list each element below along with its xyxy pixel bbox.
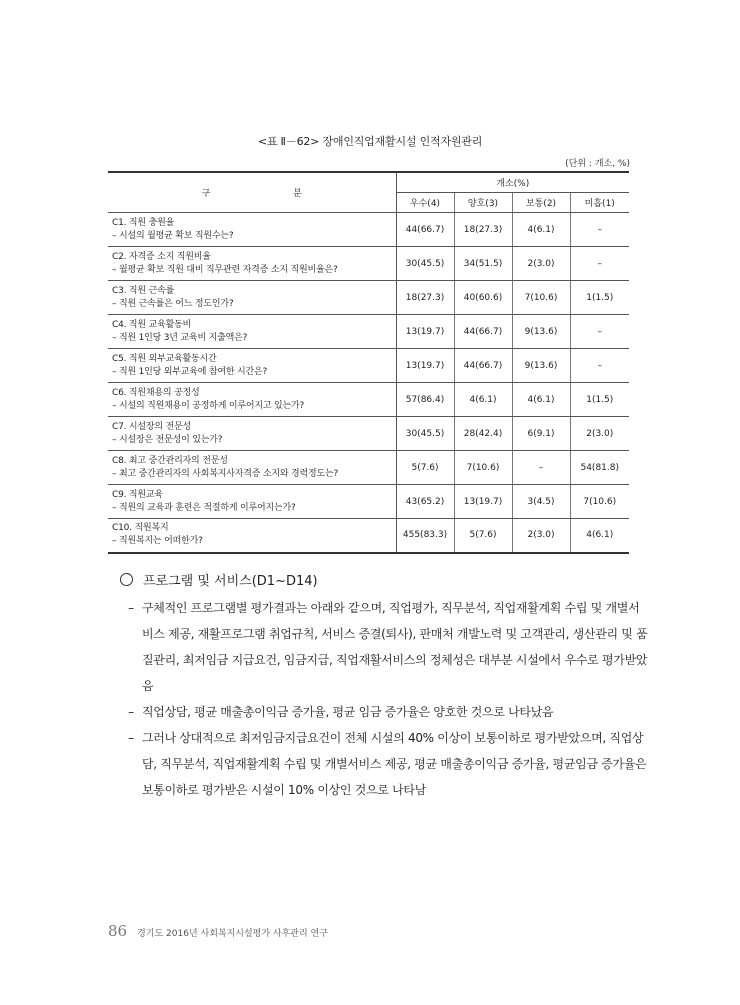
table-caption: <표 Ⅱ－62> 장애인직업재활시설 인적자원관리 bbox=[257, 135, 483, 148]
bullet-text: 그러나 상대적으로 최저임금지급요건이 전체 시설의 40% 이상이 보통이하로 평가받았으며, 직업상담, 직무분석, 직업재활계획 수립 및 개별서비스 제공, 평균 매출총이익금 증가율, 평균임금 증가율은 보통이하로 평가받은 시설이 10% 이상인 것으로 나타남 bbox=[142, 731, 647, 797]
table-cell: 43(65.2) bbox=[396, 485, 454, 519]
table-cell: – bbox=[570, 349, 629, 383]
header-count: 개소(%) bbox=[396, 172, 629, 193]
header-category: 구 분 bbox=[108, 172, 396, 213]
table-row bbox=[108, 451, 629, 485]
circle-bullet-icon bbox=[120, 573, 133, 586]
table-cell: 1(1.5) bbox=[570, 281, 629, 315]
running-title: 경기도 2016년 사회복지시설평가 사후관리 연구 bbox=[137, 929, 328, 939]
table-cell: 7(10.6) bbox=[570, 485, 629, 519]
col-header: 우수(4) bbox=[396, 193, 454, 213]
list-item: – 직업상담, 평균 매출총이익금 증가율, 평균 임금 증가율은 양호한 것으로 나타났음 bbox=[120, 699, 650, 725]
table-cell: 7(10.6) bbox=[454, 451, 512, 485]
table-cell: 9(13.6) bbox=[512, 315, 570, 349]
table-cell: 44(66.7) bbox=[396, 213, 454, 247]
table-cell: 2(3.0) bbox=[570, 417, 629, 451]
col-header: 미흡(1) bbox=[570, 193, 629, 213]
bullet-text: 구체적인 프로그램별 평가결과는 아래와 같으며, 직업평가, 직무분석, 직업재활계획 수립 및 개별서비스 제공, 재활프로그램 취업규칙, 서비스 증결(퇴사), 판매처 개발노력 및 고객관리, 생산관리 및 품질관리, 최저임금 지급요건, 임금지급, 직업재활서비스의 정체성은 대부분 시설에서 우수로 평가받았음 bbox=[142, 601, 648, 693]
item-question: – 월평균 확보 직원 대비 직무관련 자격증 소지 직원비율은? bbox=[112, 264, 338, 275]
table-row bbox=[108, 519, 629, 553]
item-title: C4. 직원 교육활동비 bbox=[112, 319, 192, 330]
table-cell: 2(3.0) bbox=[512, 519, 570, 553]
table-cell: 1(1.5) bbox=[570, 383, 629, 417]
table-cell: 2(3.0) bbox=[512, 247, 570, 281]
item-question: – 시설의 직원채용이 공정하게 이루어지고 있는가? bbox=[112, 400, 305, 411]
item-question: – 직원복지는 어떠한가? bbox=[112, 536, 203, 547]
table-row bbox=[108, 281, 629, 315]
table-cell: 13(19.7) bbox=[396, 315, 454, 349]
col-header: 양호(3) bbox=[454, 193, 512, 213]
item-question: – 직원 1인당 3년 교육비 지출액은? bbox=[112, 332, 248, 343]
table-cell: 13(19.7) bbox=[396, 349, 454, 383]
item-title: C10. 직원복지 bbox=[112, 523, 169, 534]
item-title: C5. 직원 외부교육활동시간 bbox=[112, 353, 217, 364]
section-title: 프로그램 및 서비스(D1~D14) bbox=[143, 574, 318, 589]
item-title: C3. 직원 근속률 bbox=[112, 285, 175, 296]
table-cell: 4(6.1) bbox=[570, 519, 629, 553]
list-item: – 그러나 상대적으로 최저임금지급요건이 전체 시설의 40% 이상이 보통이하로 평가받았으며, 직업상담, 직무분석, 직업재활계획 수립 및 개별서비스 제공, 평균 매출총이익금 증가율, 평균임금 증가율은 보통이하로 평가받은 시설이 10% 이상인 것으로 나타남 bbox=[120, 725, 650, 803]
table-cell: 13(19.7) bbox=[454, 485, 512, 519]
unit-label: (단위 : 개소, %) bbox=[565, 159, 630, 169]
hr-evaluation-table bbox=[108, 171, 629, 554]
table-cell: – bbox=[512, 451, 570, 485]
item-title: C8. 최고 중간관리자의 전문성 bbox=[112, 455, 228, 466]
row-item bbox=[108, 383, 396, 417]
table-cell: 4(6.1) bbox=[512, 213, 570, 247]
table-row bbox=[108, 349, 629, 383]
table-cell: 44(66.7) bbox=[454, 349, 512, 383]
item-question: – 시설의 월평균 확보 직원수는? bbox=[112, 230, 234, 241]
table-row bbox=[108, 485, 629, 519]
bullet-text: 직업상담, 평균 매출총이익금 증가율, 평균 임금 증가율은 양호한 것으로 나타났음 bbox=[142, 705, 554, 719]
table-cell: 34(51.5) bbox=[454, 247, 512, 281]
table-cell: 4(6.1) bbox=[454, 383, 512, 417]
table-cell: 18(27.3) bbox=[396, 281, 454, 315]
table-cell: 30(45.5) bbox=[396, 247, 454, 281]
item-title: C1. 직원 충원율 bbox=[112, 217, 175, 228]
table-row bbox=[108, 247, 629, 281]
table-cell: 9(13.6) bbox=[512, 349, 570, 383]
table-cell: 7(10.6) bbox=[512, 281, 570, 315]
page-number: 86 bbox=[108, 922, 128, 940]
col-header: 보통(2) bbox=[512, 193, 570, 213]
item-title: C6. 직원채용의 공정성 bbox=[112, 387, 200, 398]
row-item bbox=[108, 349, 396, 383]
table-cell: – bbox=[570, 247, 629, 281]
item-question: – 직원의 교육과 훈련은 적절하게 이루어지는가? bbox=[112, 502, 296, 513]
row-item bbox=[108, 281, 396, 315]
table-cell: 54(81.8) bbox=[570, 451, 629, 485]
item-question: – 시설장은 전문성이 있는가? bbox=[112, 434, 223, 445]
item-question: – 직원 근속률은 어느 정도인가? bbox=[112, 298, 234, 309]
item-title: C7. 시설장의 전문성 bbox=[112, 421, 192, 432]
table-row bbox=[108, 213, 629, 247]
row-item bbox=[108, 417, 396, 451]
row-item bbox=[108, 485, 396, 519]
table-cell: 5(7.6) bbox=[454, 519, 512, 553]
table-cell: 455(83.3) bbox=[396, 519, 454, 553]
row-item bbox=[108, 315, 396, 349]
row-item bbox=[108, 451, 396, 485]
page-footer bbox=[108, 922, 328, 940]
row-item bbox=[108, 247, 396, 281]
table-row bbox=[108, 315, 629, 349]
program-service-section bbox=[120, 570, 650, 803]
item-title: C9. 직원교육 bbox=[112, 489, 163, 500]
table-cell: 57(86.4) bbox=[396, 383, 454, 417]
item-question: – 최고 중간관리자의 사회복지사자격증 소지와 경력정도는? bbox=[112, 468, 339, 479]
table-cell: 30(45.5) bbox=[396, 417, 454, 451]
list-item: – 구체적인 프로그램별 평가결과는 아래와 같으며, 직업평가, 직무분석, 직업재활계획 수립 및 개별서비스 제공, 재활프로그램 취업규칙, 서비스 증결(퇴사), 판매처 개발노력 및 고객관리, 생산관리 및 품질관리, 최저임금 지급요건, 임금지급, 직업재활서비스의 정체성은 대부분 시설에서 우수로 평가받았음 bbox=[120, 595, 650, 699]
table-cell: – bbox=[570, 213, 629, 247]
table-cell: 44(66.7) bbox=[454, 315, 512, 349]
item-question: – 직원 1인당 외부교육에 참여한 시간은? bbox=[112, 366, 268, 377]
table-cell: – bbox=[570, 315, 629, 349]
table-cell: 5(7.6) bbox=[396, 451, 454, 485]
table-cell: 4(6.1) bbox=[512, 383, 570, 417]
item-title: C2. 자격증 소지 직원비율 bbox=[112, 251, 211, 262]
row-item bbox=[108, 213, 396, 247]
table-cell: 40(60.6) bbox=[454, 281, 512, 315]
row-item bbox=[108, 519, 396, 553]
table-cell: 3(4.5) bbox=[512, 485, 570, 519]
table-row bbox=[108, 383, 629, 417]
table-cell: 18(27.3) bbox=[454, 213, 512, 247]
table-cell: 6(9.1) bbox=[512, 417, 570, 451]
table-row bbox=[108, 417, 629, 451]
table-cell: 28(42.4) bbox=[454, 417, 512, 451]
